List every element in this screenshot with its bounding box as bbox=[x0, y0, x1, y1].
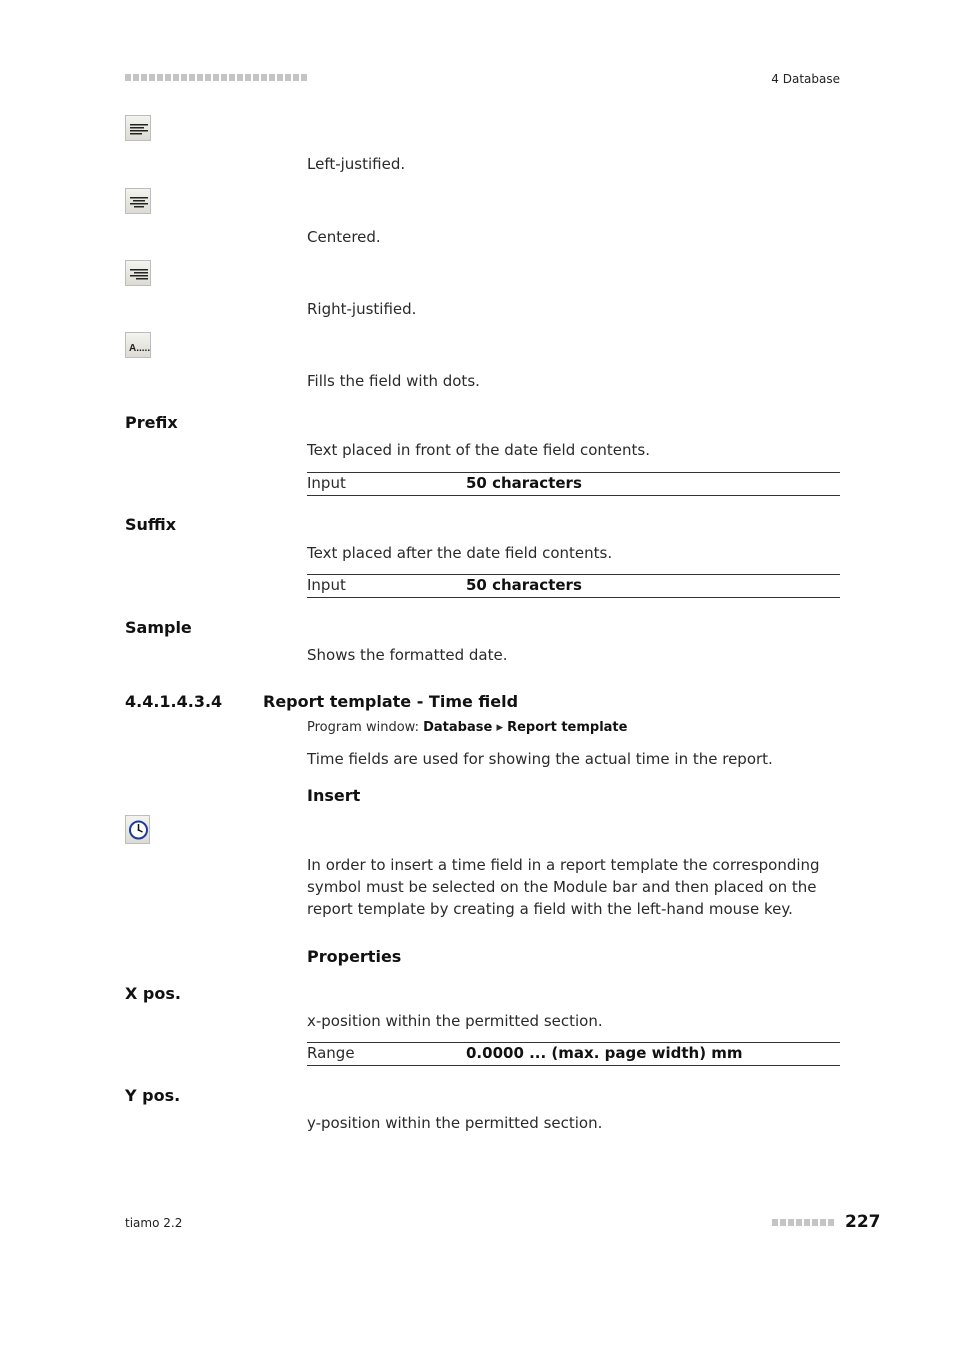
prefix-param-value: 50 characters bbox=[466, 474, 582, 492]
prefix-param-key: Input bbox=[307, 474, 346, 492]
xpos-param-value: 0.0000 ... (max. page width) mm bbox=[466, 1044, 743, 1062]
clock-icon bbox=[125, 815, 150, 844]
suffix-param-value: 50 characters bbox=[466, 576, 582, 594]
program-window-path-report-template: Report template bbox=[507, 720, 628, 735]
suffix-parameter-table bbox=[307, 574, 840, 598]
sample-description: Shows the formatted date. bbox=[307, 646, 508, 664]
footer-page-number: 227 bbox=[845, 1212, 881, 1232]
align-center-icon bbox=[125, 188, 151, 214]
path-arrow-icon: ▸ bbox=[496, 720, 503, 735]
prefix-term: Prefix bbox=[125, 413, 178, 432]
ypos-description: y-position within the permitted section. bbox=[307, 1114, 603, 1132]
footer-decoration-dots bbox=[772, 1219, 839, 1227]
xpos-parameter-table bbox=[307, 1042, 840, 1066]
sample-term: Sample bbox=[125, 618, 192, 637]
section-intro: Time fields are used for showing the actual time in the report. bbox=[307, 750, 773, 768]
xpos-param-key: Range bbox=[307, 1044, 355, 1062]
footer-product: tiamo 2.2 bbox=[125, 1216, 183, 1230]
suffix-term: Suffix bbox=[125, 515, 177, 534]
align-left-icon bbox=[125, 115, 151, 141]
insert-description: In order to insert a time field in a report template the corresponding symbol must be selected on the Module bar and then placed on the report template by creating a field with the left-hand mouse key. bbox=[307, 856, 820, 918]
header-decoration-dots bbox=[125, 74, 307, 82]
section-title: Report template - Time field bbox=[263, 692, 519, 711]
xpos-term: X pos. bbox=[125, 984, 181, 1003]
insert-heading: Insert bbox=[307, 786, 361, 805]
fill-dots-icon-label: A..... bbox=[129, 343, 151, 354]
fill-dots-description: Fills the field with dots. bbox=[307, 372, 480, 390]
prefix-description: Text placed in front of the date field contents. bbox=[307, 441, 650, 459]
align-left-description: Left-justified. bbox=[307, 155, 406, 173]
program-window-label: Program window: bbox=[307, 720, 424, 735]
program-window-path-database: Database bbox=[423, 720, 493, 735]
align-center-description: Centered. bbox=[307, 228, 381, 246]
xpos-description: x-position within the permitted section. bbox=[307, 1012, 603, 1030]
align-right-icon bbox=[125, 260, 151, 286]
section-number: 4.4.1.4.3.4 bbox=[125, 692, 223, 711]
suffix-description: Text placed after the date field contents. bbox=[307, 544, 613, 562]
ypos-term: Y pos. bbox=[125, 1086, 181, 1105]
header-chapter: 4 Database bbox=[771, 72, 840, 86]
prefix-parameter-table bbox=[307, 472, 840, 496]
fill-dots-icon bbox=[125, 332, 151, 358]
properties-heading: Properties bbox=[307, 947, 402, 966]
align-right-description: Right-justified. bbox=[307, 300, 417, 318]
suffix-param-key: Input bbox=[307, 576, 346, 594]
program-window-path bbox=[307, 720, 627, 735]
